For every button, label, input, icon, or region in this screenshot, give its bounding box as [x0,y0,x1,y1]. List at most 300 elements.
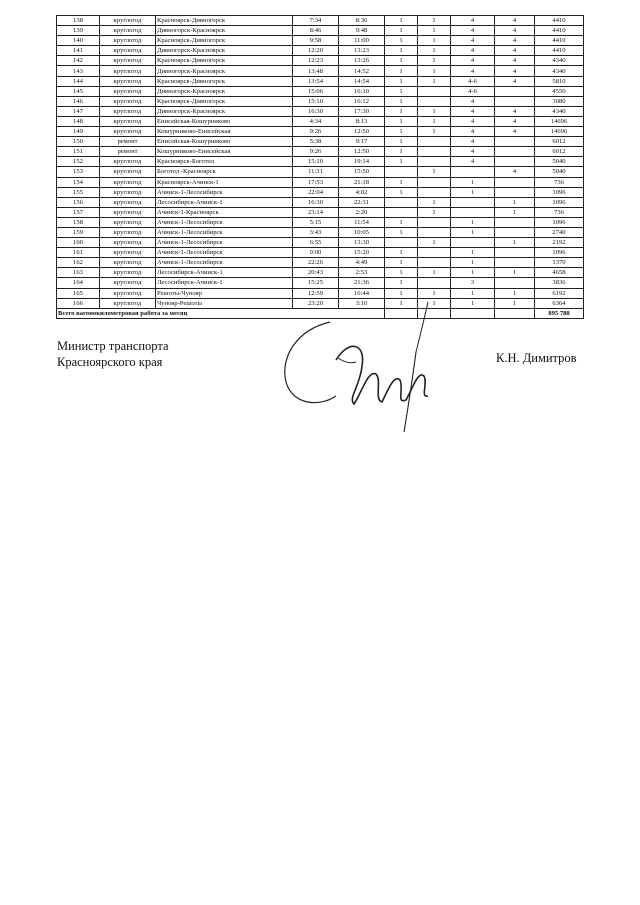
car-km: 1096 [535,248,584,258]
cars-b [495,248,535,258]
car-km: 4410 [535,16,584,26]
row-number: 164 [57,278,100,288]
arrival-time: 19:14 [339,157,385,167]
trips-direction-a: 1 [385,288,418,298]
departure-time: 15:25 [293,278,339,288]
trips-direction-b: 1 [418,66,451,76]
departure-time: 16:30 [293,197,339,207]
handwritten-signature [278,300,448,435]
cars-a [451,197,495,207]
route: Красноярск-Дивногорск [156,36,293,46]
route: Ачинск-1-Красноярск [156,207,293,217]
arrival-time: 16:10 [339,86,385,96]
cars-b: 1 [495,288,535,298]
arrival-time: 12:50 [339,127,385,137]
car-km: 4658 [535,268,584,278]
cars-a: 4 [451,106,495,116]
season: круглогод [100,177,156,187]
cars-b: 4 [495,26,535,36]
car-km: 1096 [535,197,584,207]
table-row [57,167,584,177]
trips-direction-a: 1 [385,258,418,268]
trips-direction-a: 1 [385,46,418,56]
trips-direction-a: 1 [385,16,418,26]
season: круглогод [100,66,156,76]
route: Красноярск-Ачинск-1 [156,177,293,187]
season: круглогод [100,197,156,207]
signatory-title [57,338,169,370]
cars-b: 4 [495,76,535,86]
trips-direction-a [385,197,418,207]
cars-a: 4 [451,147,495,157]
arrival-time: 12:50 [339,147,385,157]
trips-direction-b: 1 [418,197,451,207]
car-km: 4410 [535,26,584,36]
season: круглогод [100,56,156,66]
season: круглогод [100,16,156,26]
arrival-time: 21:18 [339,177,385,187]
departure-time: 9:00 [293,248,339,258]
trips-direction-b: 1 [418,76,451,86]
cars-a: 1 [451,187,495,197]
cars-b [495,278,535,288]
trips-direction-a [385,238,418,248]
cars-a: 4 [451,116,495,126]
table-row [57,238,584,248]
trips-direction-a: 1 [385,177,418,187]
trips-direction-a [385,207,418,217]
table-row [57,96,584,106]
departure-time: 5:38 [293,137,339,147]
trips-direction-a: 1 [385,278,418,288]
car-km: 4410 [535,36,584,46]
departure-time: 13:54 [293,76,339,86]
total-label: Всего вагонокилометровая работа за месяц [57,308,385,318]
trips-direction-b: 1 [418,46,451,56]
departure-time: 9:58 [293,36,339,46]
table-row [57,268,584,278]
row-number: 155 [57,187,100,197]
season: ремонт [100,137,156,147]
route: Кошурниково-Енисейская [156,127,293,137]
trips-direction-b [418,96,451,106]
cars-a: 4 [451,46,495,56]
season: круглогод [100,298,156,308]
cars-b: 4 [495,167,535,177]
row-number: 141 [57,46,100,56]
trips-direction-a: 1 [385,137,418,147]
trips-direction-b [418,258,451,268]
trips-direction-b: 1 [418,36,451,46]
car-km: 3080 [535,96,584,106]
trips-direction-b [418,227,451,237]
season: круглогод [100,157,156,167]
arrival-time: 13:26 [339,56,385,66]
row-number: 157 [57,207,100,217]
season: круглогод [100,278,156,288]
trips-direction-b: 1 [418,26,451,36]
trips-direction-b [418,278,451,288]
table-row [57,26,584,36]
cars-b: 4 [495,116,535,126]
trips-direction-a: 1 [385,96,418,106]
row-number: 138 [57,16,100,26]
cars-b [495,96,535,106]
cars-a: 1 [451,217,495,227]
table-row [57,147,584,157]
route: Дивногорск-Красноярск [156,86,293,96]
table-row [57,16,584,26]
season: круглогод [100,207,156,217]
schedule-rows [57,16,584,309]
departure-time: 11:31 [293,167,339,177]
arrival-time: 10:05 [339,227,385,237]
car-km: 4340 [535,56,584,66]
table-row [57,86,584,96]
route: Ачинск-1-Лесосибирск [156,248,293,258]
trips-direction-b: 1 [418,127,451,137]
trips-direction-a: 1 [385,147,418,157]
trips-direction-a: 1 [385,116,418,126]
row-number: 150 [57,137,100,147]
cars-a: 3 [451,278,495,288]
season: круглогод [100,106,156,116]
car-km: 2740 [535,227,584,237]
car-km: 6192 [535,288,584,298]
season: круглогод [100,187,156,197]
cars-b [495,227,535,237]
car-km: 6012 [535,147,584,157]
route: Дивногорск-Красноярск [156,66,293,76]
route: Ачинск-1-Лесосибирск [156,217,293,227]
table-row [57,36,584,46]
departure-time: 22:04 [293,187,339,197]
trips-direction-a: 1 [385,298,418,308]
cars-b: 1 [495,207,535,217]
season: круглогод [100,268,156,278]
car-km: 4550 [535,86,584,96]
row-number: 165 [57,288,100,298]
arrival-time: 2:20 [339,207,385,217]
route: Красноярск-Дивногорск [156,16,293,26]
trips-direction-a: 1 [385,26,418,36]
cars-a: 4 [451,96,495,106]
trips-direction-b [418,157,451,167]
route: Дивногорск-Красноярск [156,106,293,116]
cars-b: 1 [495,298,535,308]
departure-time: 12:59 [293,288,339,298]
row-number: 149 [57,127,100,137]
cars-a: 4 [451,16,495,26]
cars-b: 4 [495,16,535,26]
row-number: 147 [57,106,100,116]
departure-time: 23:20 [293,298,339,308]
row-number: 158 [57,217,100,227]
trips-direction-a [385,167,418,177]
trips-direction-b: 1 [418,167,451,177]
cars-a: 4 [451,26,495,36]
trips-direction-a: 1 [385,127,418,137]
arrival-time: 13:30 [339,238,385,248]
season: круглогод [100,288,156,298]
table-row [57,76,584,86]
row-number: 156 [57,197,100,207]
row-number: 154 [57,177,100,187]
cars-a: 4 [451,66,495,76]
trips-direction-b [418,248,451,258]
departure-time: 6:55 [293,238,339,248]
cars-b [495,86,535,96]
car-km: 4340 [535,106,584,116]
season: круглогод [100,127,156,137]
arrival-time: 13:23 [339,46,385,56]
car-km: 5810 [535,76,584,86]
trips-direction-a: 1 [385,157,418,167]
departure-time: 5:15 [293,217,339,227]
route: Боготол -Красноярск [156,167,293,177]
cars-a: 4 [451,127,495,137]
car-km: 1096 [535,187,584,197]
departure-time: 8:46 [293,26,339,36]
trips-direction-a: 1 [385,56,418,66]
row-number: 151 [57,147,100,157]
departure-time: 12:23 [293,56,339,66]
route: Красноярск-Дивногорск [156,56,293,66]
departure-time: 12:20 [293,46,339,56]
arrival-time: 3:10 [339,298,385,308]
table-row [57,46,584,56]
departure-time: 3:43 [293,227,339,237]
season: круглогод [100,36,156,46]
arrival-time: 22:31 [339,197,385,207]
schedule-table [56,15,584,319]
table-row [57,187,584,197]
row-number: 144 [57,76,100,86]
total-value: 895 788 [535,308,584,318]
car-km: 1370 [535,258,584,268]
arrival-time: 15:20 [339,248,385,258]
car-km: 14696 [535,116,584,126]
row-number: 143 [57,66,100,76]
cars-a: 1 [451,288,495,298]
trips-direction-b [418,217,451,227]
cars-b: 1 [495,197,535,207]
season: круглогод [100,227,156,237]
trips-direction-a: 1 [385,86,418,96]
row-number: 160 [57,238,100,248]
signatory-title-line2: Красноярского края [57,355,163,369]
cars-b: 4 [495,106,535,116]
car-km: 1096 [535,217,584,227]
departure-time: 22:26 [293,258,339,268]
cars-a [451,238,495,248]
trips-direction-a: 1 [385,66,418,76]
cars-b [495,157,535,167]
car-km: 5040 [535,167,584,177]
route: Красноярск-Дивногорск [156,96,293,106]
route: Енисейская-Кошурниково [156,137,293,147]
trips-direction-a: 1 [385,248,418,258]
arrival-time: 14:54 [339,76,385,86]
cars-a [451,167,495,177]
trips-direction-b: 1 [418,106,451,116]
season: круглогод [100,167,156,177]
cars-a: 4 [451,157,495,167]
arrival-time: 14:52 [339,66,385,76]
car-km: 736 [535,207,584,217]
trips-direction-a: 1 [385,76,418,86]
cars-b [495,137,535,147]
row-number: 145 [57,86,100,96]
season: ремонт [100,147,156,157]
arrival-time: 9:17 [339,137,385,147]
route: Енисейская-Кошурниково [156,116,293,126]
trips-direction-b [418,86,451,96]
cars-b: 1 [495,268,535,278]
trips-direction-a: 1 [385,217,418,227]
cars-a: 1 [451,258,495,268]
cars-b: 4 [495,66,535,76]
signatory-title-line1: Министр транспорта [57,339,169,353]
season: круглогод [100,46,156,56]
cars-a: 1 [451,268,495,278]
trips-direction-a: 1 [385,106,418,116]
departure-time: 17:53 [293,177,339,187]
row-number: 153 [57,167,100,177]
cars-a: 4 [451,137,495,147]
route: Дивногорск-Красноярск [156,46,293,56]
cars-b [495,187,535,197]
arrival-time: 8:13 [339,116,385,126]
table-row [57,116,584,126]
row-number: 159 [57,227,100,237]
arrival-time: 8:36 [339,16,385,26]
departure-time: 23:14 [293,207,339,217]
departure-time: 13:48 [293,66,339,76]
departure-time: 7:34 [293,16,339,26]
arrival-time: 17:30 [339,106,385,116]
arrival-time: 16:44 [339,288,385,298]
arrival-time: 16:12 [339,96,385,106]
route: Ачинск-1-Лесосибирск [156,238,293,248]
car-km: 6012 [535,137,584,147]
route: Красноярск-Дивногорск [156,76,293,86]
cars-a: 4 [451,36,495,46]
trips-direction-a: 1 [385,187,418,197]
trips-direction-b: 1 [418,16,451,26]
arrival-time: 4:02 [339,187,385,197]
season: круглогод [100,26,156,36]
season: круглогод [100,76,156,86]
departure-time: 9:26 [293,147,339,157]
trips-direction-b: 1 [418,268,451,278]
cars-b [495,147,535,157]
cars-b: 4 [495,46,535,56]
departure-time: 16:30 [293,106,339,116]
car-km: 2192 [535,238,584,248]
cars-b: 4 [495,56,535,66]
cars-a: 4-6 [451,86,495,96]
row-number: 139 [57,26,100,36]
route: Чунояр-Решоты [156,298,293,308]
row-number: 161 [57,248,100,258]
trips-direction-b: 1 [418,288,451,298]
arrival-time: 9:48 [339,26,385,36]
table-row [57,288,584,298]
trips-direction-a: 1 [385,227,418,237]
table-row [57,248,584,258]
route: Решоты-Чунояр [156,288,293,298]
departure-time: 15:10 [293,96,339,106]
cars-a [451,207,495,217]
row-number: 148 [57,116,100,126]
table-row [57,258,584,268]
trips-direction-b: 1 [418,207,451,217]
season: круглогод [100,86,156,96]
arrival-time: 11:00 [339,36,385,46]
trips-direction-b [418,187,451,197]
trips-direction-b: 1 [418,298,451,308]
table-row [57,157,584,167]
cars-a: 1 [451,227,495,237]
row-number: 152 [57,157,100,167]
table-row [57,177,584,187]
route: Кошурниково-Енисейская [156,147,293,157]
route: Лесосибирск-Ачинск-1 [156,268,293,278]
cars-a: 1 [451,177,495,187]
car-km: 4340 [535,66,584,76]
table-row [57,106,584,116]
season: круглогод [100,217,156,227]
cars-a: 1 [451,298,495,308]
cars-b [495,258,535,268]
row-number: 146 [57,96,100,106]
row-number: 166 [57,298,100,308]
arrival-time: 21:36 [339,278,385,288]
route: Дивногорск-Красноярск [156,26,293,36]
row-number: 162 [57,258,100,268]
cars-a: 4-6 [451,76,495,86]
arrival-time: 2:53 [339,268,385,278]
trips-direction-b: 1 [418,56,451,66]
trips-direction-b [418,177,451,187]
cars-a: 1 [451,248,495,258]
arrival-time: 11:54 [339,217,385,227]
table-row [57,197,584,207]
departure-time: 15:10 [293,157,339,167]
trips-direction-a: 1 [385,36,418,46]
car-km: 4410 [535,46,584,56]
trips-direction-b [418,137,451,147]
trips-direction-b: 1 [418,238,451,248]
route: Ачинск-1-Лесосибирск [156,187,293,197]
table-row [57,137,584,147]
cars-b [495,217,535,227]
season: круглогод [100,116,156,126]
arrival-time: 4:49 [339,258,385,268]
car-km: 6364 [535,298,584,308]
row-number: 163 [57,268,100,278]
table-row [57,217,584,227]
table-row [57,127,584,137]
car-km: 736 [535,177,584,187]
trips-direction-b: 1 [418,116,451,126]
cars-b: 4 [495,127,535,137]
row-number: 142 [57,56,100,66]
season: круглогод [100,96,156,106]
trips-direction-a: 1 [385,268,418,278]
route: Ачинск-1-Лесосибирск [156,258,293,268]
